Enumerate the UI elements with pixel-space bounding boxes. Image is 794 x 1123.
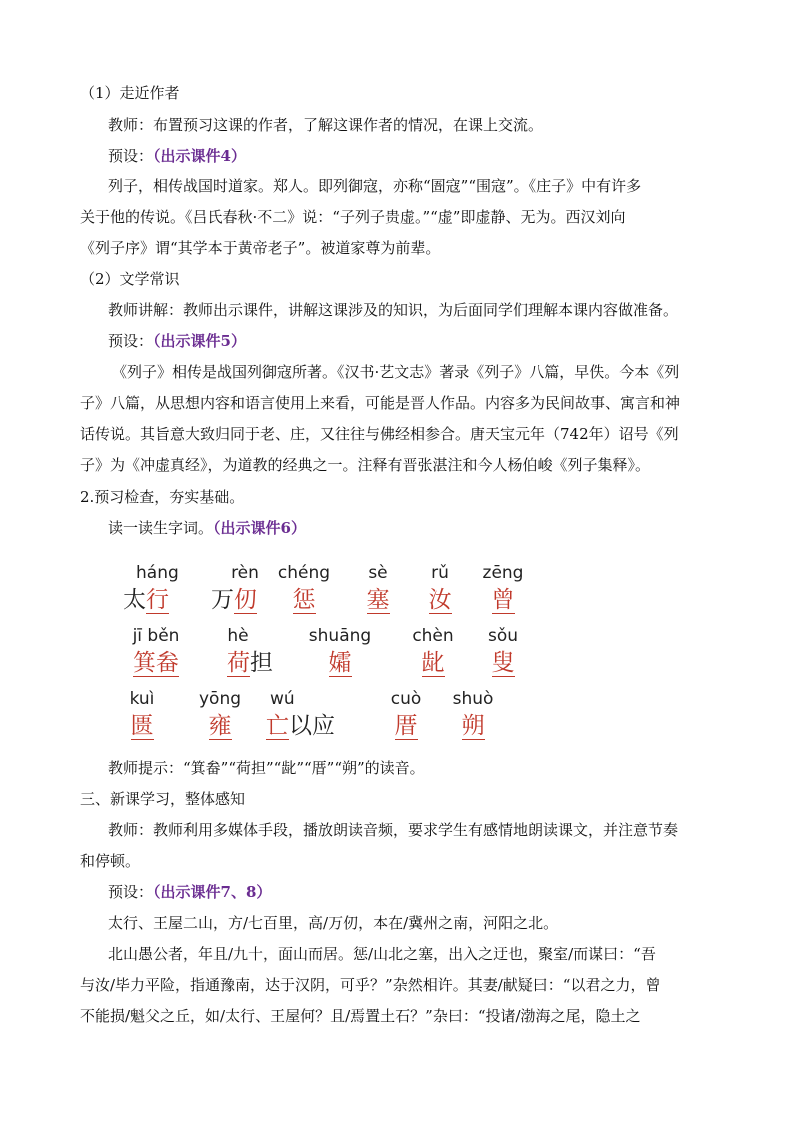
section-title-preview: 2.预习检查，夯实基础。 [80, 488, 245, 506]
pinyin: sǒu [487, 626, 519, 646]
teacher-instruction-3: 教师：教师利用多媒体手段，播放朗读音频，要求学生有感情地朗读课文，并注意节奏 [108, 821, 679, 839]
pinyin: hè [227, 626, 249, 646]
pinyin: rèn [231, 563, 259, 583]
author-text-line: 《列子序》谓“其学本于黄帝老子”。被道家尊为前辈。 [80, 239, 441, 257]
section-title-new-lesson: 三、新课学习，整体感知 [80, 790, 246, 808]
preset-label: 预设： [108, 147, 154, 165]
teacher-hint: 教师提示：“箕畚”“荷担”“龀”“厝”“朔”的读音。 [108, 759, 425, 777]
vocab-row [0, 625, 794, 685]
vocab-row [0, 688, 794, 748]
pinyin: cuò [390, 689, 422, 709]
classical-text-line: 不能损/魁父之丘，如/太行、王屋何？且/焉置土石？”杂曰：“投诸/渤海之尾，隐土之 [80, 1007, 641, 1025]
pinyin: wú [270, 689, 295, 709]
pinyin: shuò [452, 689, 494, 709]
vocab-row [0, 562, 794, 622]
vocab-chars: 雍 [208, 713, 232, 739]
vocab-item [384, 688, 428, 742]
vocab-item [114, 562, 178, 616]
preset-label: 预设： [108, 883, 154, 901]
pinyin: shuāng [308, 626, 372, 646]
courseware-ref: （出示课件7、8） [153, 883, 272, 901]
vocab-chars: 塞 [366, 587, 390, 613]
author-text-line: 列子，相传战国时道家。郑人。即列御寇，亦称“圄寇”“围寇”。《庄子》中有许多 [108, 177, 642, 195]
vocab-chars: 匮 [130, 713, 154, 739]
pinyin: chèn [412, 626, 454, 646]
vocab-suffix: 担 [250, 650, 273, 676]
pinyin: háng [136, 563, 179, 583]
classical-text-line: 与汝/毕力平险，指通豫南，达于汉阴，可乎？”杂然相许。其妻/献疑曰：“以君之力，曾 [80, 976, 661, 994]
vocab-chars: 仞 [234, 587, 257, 613]
vocab-item [192, 688, 248, 742]
pinyin: rǔ [431, 563, 449, 583]
vocab-item [478, 562, 528, 616]
preset-line-1 [108, 146, 246, 166]
vocab-item [276, 562, 332, 616]
preset-line-3 [108, 882, 271, 902]
vocab-suffix: 以应 [289, 713, 335, 739]
preset-line-2 [108, 331, 246, 351]
vocab-prefix: 万 [211, 587, 234, 613]
vocab-chars: 厝 [394, 713, 418, 739]
literature-text-line: 子》八篇，从思想内容和语言使用上来看，可能是晋人作品。内容多为民间故事、寓言和神 [80, 394, 681, 412]
vocab-chars: 曾 [491, 587, 515, 613]
vocab-item [124, 625, 188, 679]
vocab-item [448, 688, 498, 742]
vocab-chars: 龀 [421, 650, 445, 676]
vocab-item [218, 625, 282, 679]
literature-text-line: 《列子》相传是战国列御寇所著。《汉书·艺文志》著录《列子》八篇，早佚。今本《列 [112, 363, 680, 381]
vocab-item [356, 562, 400, 616]
teacher-instruction-1: 教师：布置预习这课的作者，了解这课作者的情况，在课上交流。 [108, 116, 544, 134]
classical-text-line: 北山愚公者，年且/九十，面山而居。惩/山北之塞，出入之迂也，聚室/而谋曰：“吾 [108, 945, 656, 963]
read-words-line [108, 518, 306, 538]
read-words-label: 读一读生字词。 [108, 519, 214, 537]
vocab-chars: 荷 [227, 650, 250, 676]
vocab-chars: 孀 [328, 650, 352, 676]
vocab-item [122, 688, 162, 742]
pinyin: zēng [482, 563, 524, 583]
pinyin: chéng [277, 563, 331, 583]
literature-text-line: 话传说。其旨意大致归同于老、庄，又往往与佛经相参合。唐天宝元年（742年）诏号《列 [80, 425, 679, 443]
vocab-item [478, 625, 528, 679]
teacher-instruction-3-cont: 和停顿。 [80, 852, 141, 870]
courseware-ref: （出示课件5） [153, 332, 246, 350]
preset-label: 预设： [108, 332, 154, 350]
pinyin: kuì [129, 689, 155, 709]
vocab-prefix: 太 [123, 587, 146, 613]
section-title-literature: （2）文学常识 [80, 270, 180, 288]
vocab-item [418, 562, 462, 616]
pinyin: jī běn [132, 626, 180, 646]
pinyin: sè [368, 563, 388, 583]
classical-text-line: 太行、王屋二山，方/七百里，高/万仞，本在/冀州之南，河阳之北。 [108, 914, 559, 932]
teacher-instruction-2: 教师讲解：教师出示课件，讲解这课涉及的知识，为后面同学们理解本课内容做准备。 [108, 301, 679, 319]
vocab-chars: 箕畚 [133, 650, 179, 676]
vocab-chars: 朔 [461, 713, 485, 739]
section-title-author: （1）走近作者 [80, 84, 180, 102]
courseware-ref: （出示课件4） [153, 147, 246, 165]
courseware-ref: （出示课件6） [213, 519, 306, 537]
vocab-item [202, 562, 266, 616]
pinyin: yōng [198, 689, 242, 709]
vocab-item [408, 625, 458, 679]
vocab-item [302, 625, 378, 679]
vocab-item [266, 688, 356, 742]
vocab-chars: 汝 [428, 587, 452, 613]
literature-text-line: 子》为《冲虚真经》，为道教的经典之一。注释有晋张湛注和今人杨伯峻《列子集释》。 [80, 456, 651, 474]
author-text-line: 关于他的传说。《吕氏春秋·不二》说：“子列子贵虚。”“虚”即虚静、无为。西汉刘向 [80, 208, 626, 226]
vocab-chars: 叟 [491, 650, 515, 676]
vocab-chars: 行 [146, 587, 169, 613]
vocab-chars: 亡 [266, 713, 289, 739]
vocab-chars: 惩 [292, 587, 316, 613]
